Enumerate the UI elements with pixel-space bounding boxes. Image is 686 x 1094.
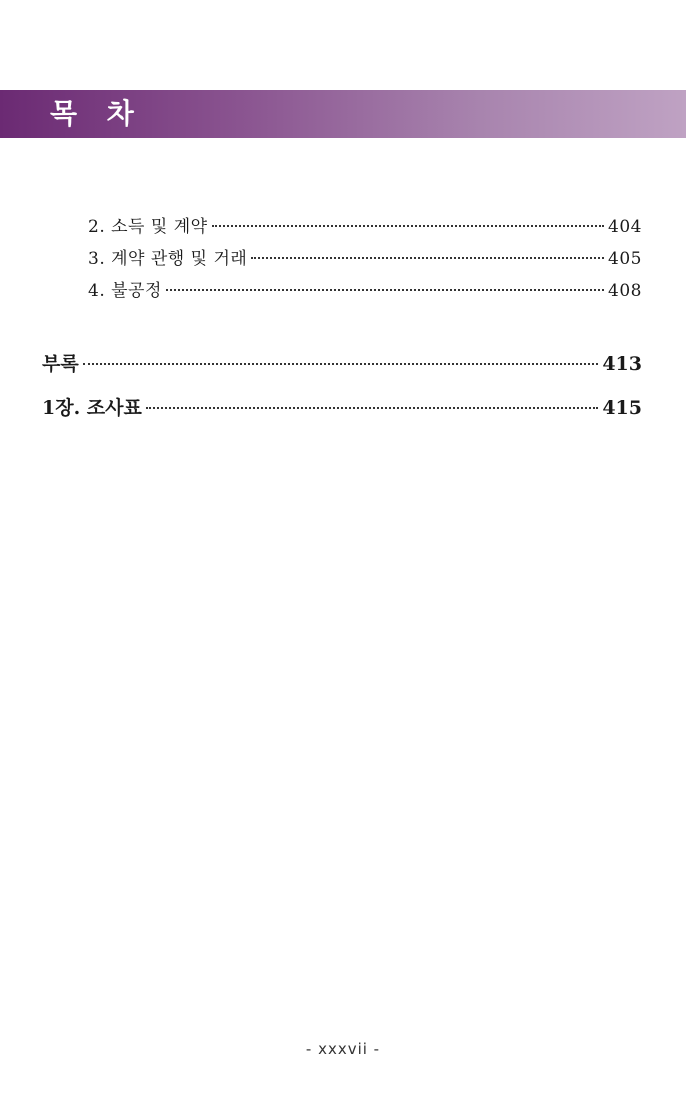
header-band	[0, 90, 686, 138]
dot-leader	[146, 407, 598, 409]
toc-section-page: 413	[602, 353, 642, 375]
dot-leader	[212, 225, 605, 227]
toc-section[interactable]	[42, 393, 642, 420]
toc-entry-label: 3. 계약 관행 및 거래	[88, 249, 248, 269]
toc-entry[interactable]	[88, 212, 642, 237]
toc-section-page: 415	[602, 397, 642, 419]
dot-leader	[251, 257, 604, 259]
toc-section-label: 부록	[42, 353, 79, 375]
toc-entry[interactable]	[88, 276, 642, 301]
toc-section[interactable]	[42, 349, 642, 376]
toc-entry-page: 404	[608, 217, 642, 237]
page-number: - xxxvii -	[305, 1040, 381, 1058]
toc-entry-page: 405	[608, 249, 642, 269]
page-title: 목 차	[50, 97, 144, 130]
dot-leader	[166, 289, 604, 291]
toc-entry-label: 2. 소득 및 계약	[88, 217, 208, 237]
toc-section-label: 1장. 조사표	[42, 397, 142, 419]
toc-entry-page: 408	[608, 281, 642, 301]
dot-leader	[83, 363, 599, 365]
toc-entry[interactable]	[88, 244, 642, 269]
toc-entry-label: 4. 불공정	[88, 281, 162, 301]
